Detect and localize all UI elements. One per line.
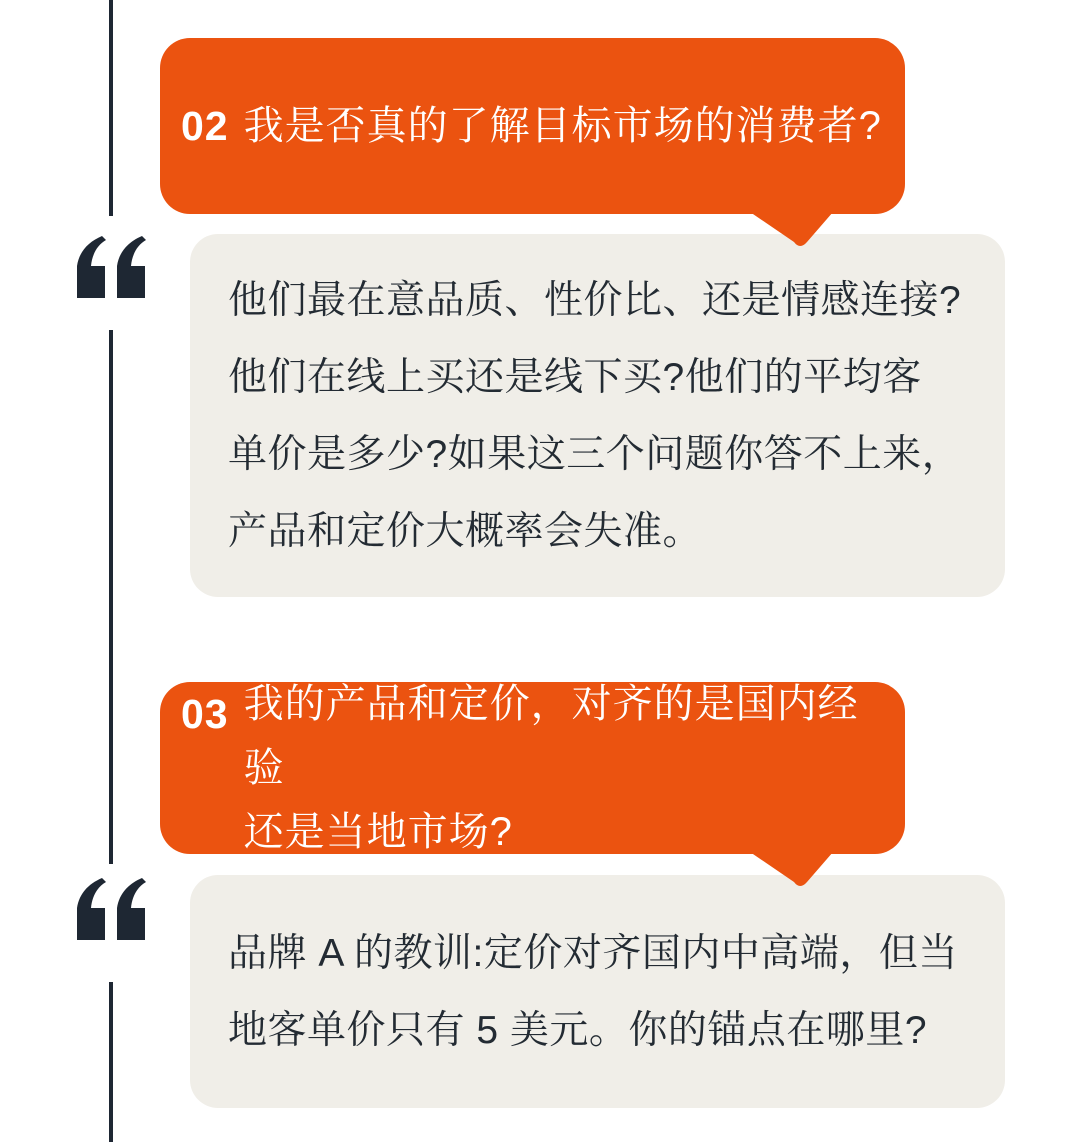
open-quote-icon	[72, 236, 150, 298]
question-number-badge: 03	[181, 691, 229, 737]
answer-card-02	[190, 234, 1005, 597]
question-number-badge: 02	[181, 102, 229, 149]
timeline-line-segment-middle	[109, 330, 113, 864]
bubble-tail-icon	[749, 212, 835, 252]
question-bubble-02	[160, 38, 905, 214]
question-bubble-03	[160, 682, 905, 854]
question-text-line: 我的产品和定价，对齐的是国内经验	[243, 682, 859, 790]
bubble-tail-icon	[749, 852, 835, 892]
answer-line: 品牌 A 的教训:定价对齐国内中高端，但当	[228, 931, 958, 975]
question-text-line: 还是当地市场?	[243, 810, 513, 854]
answer-line: 产品和定价大概率会失准。	[228, 509, 703, 553]
answer-card-03	[190, 875, 1005, 1108]
timeline-line-segment-top	[109, 0, 113, 216]
timeline-line-segment-bottom	[109, 982, 113, 1142]
answer-line: 他们在线上买还是线下买?他们的平均客	[228, 355, 922, 399]
open-quote-icon	[72, 878, 150, 940]
answer-line: 单价是多少?如果这三个问题你答不上来，	[228, 432, 962, 476]
question-text: 我是否真的了解目标市场的消费者?	[243, 104, 882, 148]
answer-line: 他们最在意品质、性价比、还是情感连接?	[228, 278, 962, 322]
answer-line: 地客单价只有 5 美元。你的锚点在哪里?	[228, 1008, 928, 1052]
